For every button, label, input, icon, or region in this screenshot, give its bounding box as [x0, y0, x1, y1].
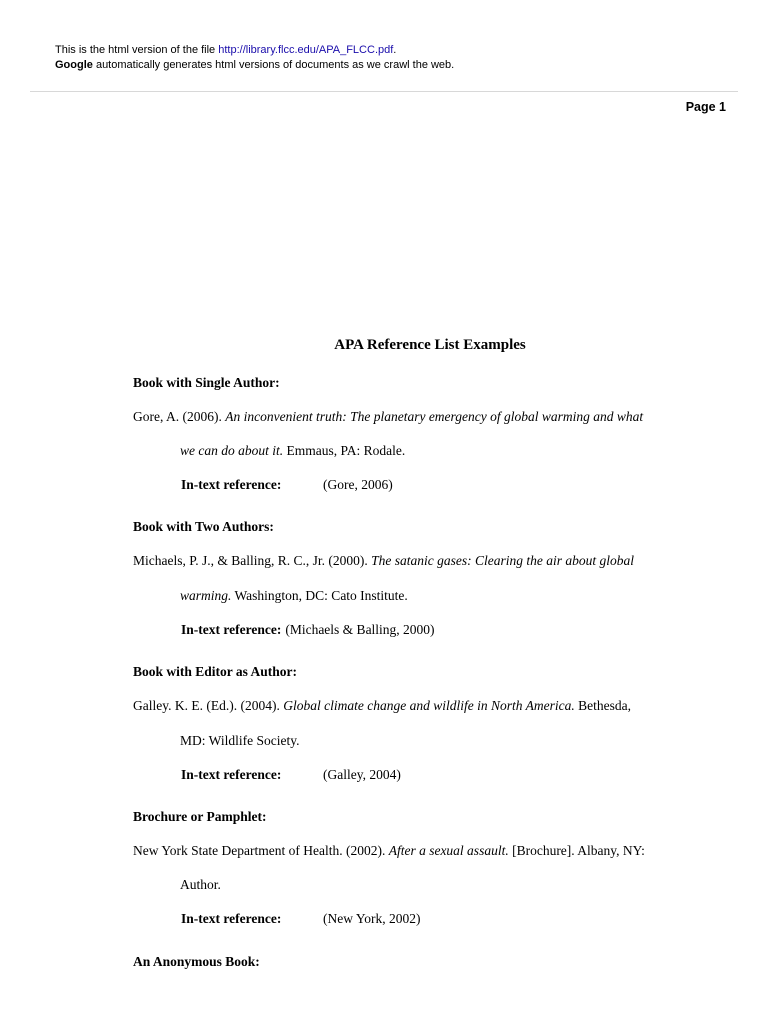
in-text-reference	[181, 622, 435, 638]
google-brand: Google	[55, 59, 93, 71]
reference-text: New York State Department of Health. (2002).	[133, 843, 389, 858]
cache-note: automatically generates html versions of documents as we crawl the web.	[92, 59, 455, 71]
in-text-reference	[181, 477, 393, 493]
in-text-label: In-text reference:	[181, 622, 282, 637]
reference-text: Michaels, P. J., & Balling, R. C., Jr. (2000).	[133, 553, 372, 568]
reference-text: Galley. K. E. (Ed.). (2004).	[133, 698, 284, 713]
in-text-label: In-text reference:	[181, 477, 282, 492]
source-pdf-link[interactable]: http://library.flcc.edu/APA_FLCC.pdf	[218, 44, 394, 56]
reference-line-continued	[180, 443, 405, 459]
google-cache-header	[55, 43, 454, 73]
reference-title: After a sexual assault.	[388, 843, 509, 858]
reference-text: Emmaus, PA: Rodale.	[283, 443, 406, 458]
reference-line	[133, 409, 643, 425]
reference-text: Author.	[180, 877, 221, 892]
document-title: APA Reference List Examples	[334, 337, 526, 353]
reference-text: Bethesda,	[574, 698, 631, 713]
reference-title: we can do about it.	[180, 443, 284, 458]
section-heading: An Anonymous Book:	[133, 954, 260, 969]
in-text-citation: (Galley, 2004)	[323, 767, 401, 782]
reference-text: Washington, DC: Cato Institute.	[231, 588, 408, 603]
cache-source-suffix: .	[393, 44, 397, 56]
cache-source-prefix: This is the html version of the file	[55, 44, 219, 56]
section-heading: Brochure or Pamphlet:	[133, 809, 267, 824]
reference-title: Global climate change and wildlife in North America.	[283, 698, 575, 713]
reference-title: An inconvenient truth: The planetary emergency of global warming and what	[225, 409, 644, 424]
reference-title: The satanic gases: Clearing the air about global	[371, 553, 635, 568]
in-text-label: In-text reference:	[181, 911, 282, 926]
reference-text: MD: Wildlife Society.	[180, 733, 300, 748]
reference-title: warming.	[180, 588, 232, 603]
header-divider	[30, 91, 738, 92]
section-heading: Book with Editor as Author:	[133, 664, 298, 679]
reference-line	[133, 843, 645, 859]
reference-text: Gore, A. (2006).	[133, 409, 226, 424]
page-number: Page 1	[685, 100, 726, 114]
in-text-citation: (Gore, 2006)	[323, 477, 393, 492]
reference-line-continued	[180, 588, 408, 604]
reference-line	[133, 553, 634, 569]
reference-line-continued	[180, 733, 299, 749]
in-text-citation: (New York, 2002)	[323, 911, 421, 926]
section-heading: Book with Two Authors:	[133, 519, 274, 534]
reference-line-continued	[180, 877, 221, 893]
in-text-citation: (Michaels & Balling, 2000)	[285, 622, 435, 637]
in-text-reference	[181, 767, 401, 783]
reference-text: [Brochure]. Albany, NY:	[508, 843, 645, 858]
cache-source-line	[55, 43, 454, 58]
in-text-label: In-text reference:	[181, 767, 282, 782]
cache-note-line	[55, 58, 454, 73]
in-text-reference	[181, 911, 421, 927]
section-heading: Book with Single Author:	[133, 375, 280, 390]
reference-line	[133, 698, 631, 714]
